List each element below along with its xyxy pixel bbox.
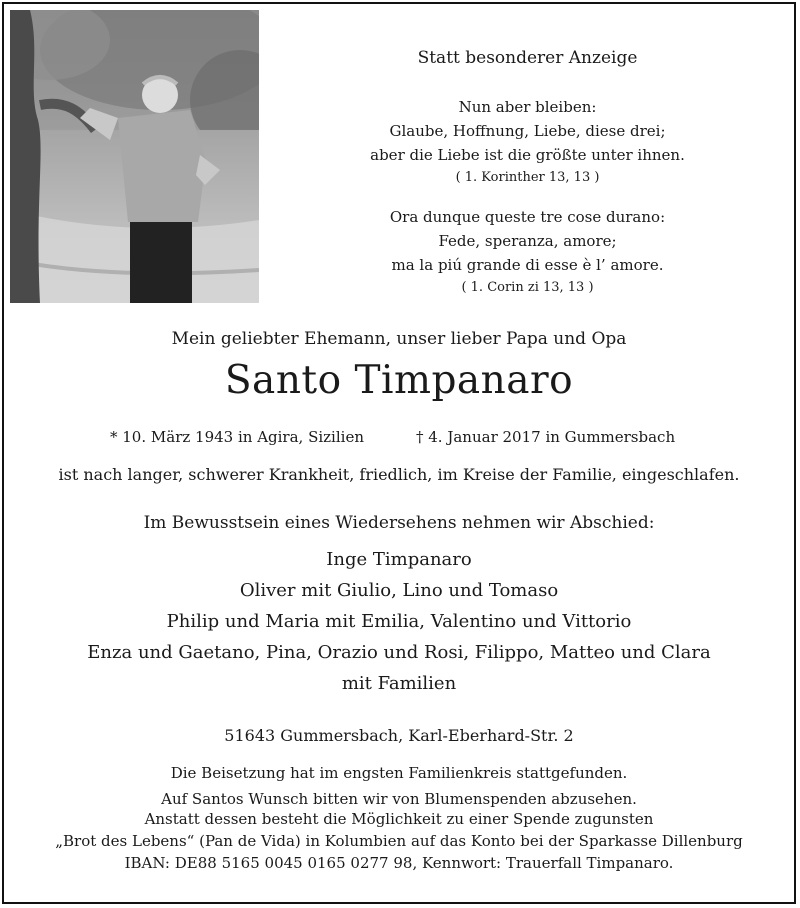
death-date: † 4. Januar 2017 in Gummersbach [416,428,676,446]
family-line: mit Familien [341,673,457,694]
note-line: Auf Santos Wunsch bitten wir von Blumenspenden abzusehen. [161,790,637,808]
birth-date: * 10. März 1943 in Agira, Sizilien [110,428,364,446]
note-line: IBAN: DE88 5165 0045 0165 0277 98, Kennwort: Trauerfall Timpanaro. [124,854,674,872]
family-line: Oliver mit Giulio, Lino und Tomaso [239,580,559,601]
header-title: Statt besonderer Anzeige [417,48,638,68]
family-line: Philip und Maria mit Emilia, Valentino und Vittorio [166,611,632,632]
family-line: Enza und Gaetano, Pina, Orazio und Rosi, Filippo, Matteo und Clara [87,642,711,663]
family-line: Inge Timpanaro [326,549,472,570]
obituary-card [2,2,796,904]
farewell-line: Im Bewusstsein eines Wiedersehens nehmen wir Abschied: [143,513,655,533]
verse-it-ref: ( 1. Corin zi 13, 13 ) [461,280,594,295]
portrait-photo-image [10,10,259,303]
portrait-photo [10,10,259,303]
verse-it-line: Fede, speranza, amore; [438,232,617,250]
note-line: „Brot des Lebens“ (Pan de Vida) in Kolumbien auf das Konto bei der Sparkasse Dillenburg [55,832,743,850]
verse-it-line: ma la piú grande di esse è l’ amore. [391,256,664,274]
verse-de-line: Nun aber bleiben: [458,98,597,116]
verse-de-ref: ( 1. Korinther 13, 13 ) [455,170,600,185]
note-line: Anstatt dessen besteht die Möglichkeit zu einer Spende zugunsten [144,810,654,828]
verse-it-line: Ora dunque queste tre cose durano: [389,208,666,226]
deceased-name: Santo Timpanaro [224,358,574,403]
verse-de-line: aber die Liebe ist die größte unter ihnen. [370,146,685,164]
intro-line: Mein geliebter Ehemann, unser lieber Papa und Opa [171,329,627,349]
verse-de-line: Glaube, Hoffnung, Liebe, diese drei; [389,122,666,140]
statement-line: ist nach langer, schwerer Krankheit, friedlich, im Kreise der Familie, eingeschlafen. [58,465,740,484]
note-line: Die Beisetzung hat im engsten Familienkreis stattgefunden. [170,764,628,782]
address-line: 51643 Gummersbach, Karl-Eberhard-Str. 2 [224,726,574,745]
